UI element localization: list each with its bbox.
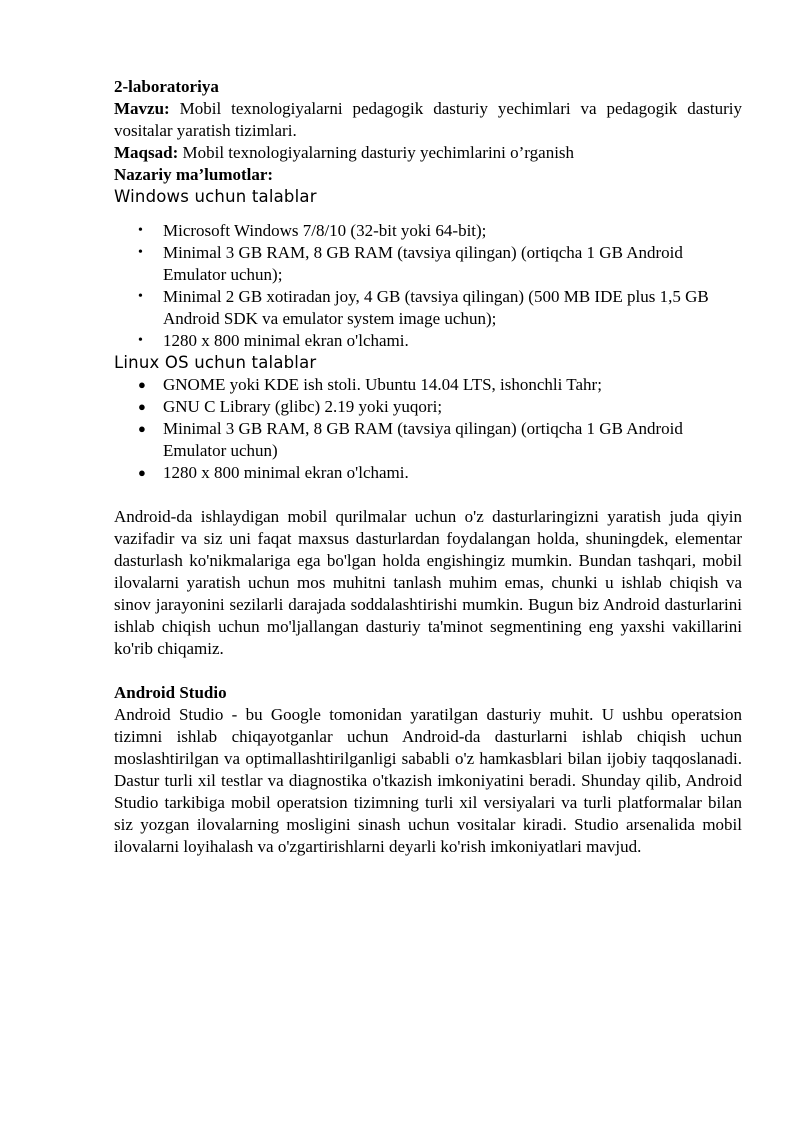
linux-requirements-list <box>114 374 742 484</box>
bullet-icon: ● <box>138 377 146 392</box>
theory-heading: Nazariy ma’lumotlar: <box>114 165 274 184</box>
lab-title: 2-laboratoriya <box>114 77 219 96</box>
topic-text: Mobil texnologiyalarni pedagogik dasturiy yechimlari va pedagogik dasturiy vositalar yaratish tizimlari. <box>114 99 742 140</box>
bullet-icon: ● <box>138 465 146 480</box>
bullet-icon: ● <box>138 421 146 436</box>
bullet-icon: • <box>138 223 143 238</box>
list-item: ● GNOME yoki KDE ish stoli. Ubuntu 14.04 LTS, ishonchli Tahr; <box>138 375 602 394</box>
intro-paragraph: Android-da ishlaydigan mobil qurilmalar uchun o'z dasturlaringizni yaratish juda qiyin vazifadir va siz uni faqat maxsus dasturlardan foydalangan holda, shuningdek, elementar dasturlash ko'nikmalariga ega bo'lgan holda engishingiz mumkin. Bundan tashqari, mobil ilovalarni yaratish uchun mos muhitni tanlash muhim emas, chunki u ishlab chiqish va sinov jarayonini sezilarli darajada soddalashtirishi mumkin. Bugun biz Android dasturlarini ishlab chiqish uchun mo'ljallangan dasturiy ta'minot segmentining eng yaxshi vakillarini ko'rib chiqamiz. <box>114 507 742 658</box>
windows-requirements-list <box>114 220 742 352</box>
topic-label: Mavzu: <box>114 99 170 118</box>
goal-label: Maqsad: <box>114 143 179 162</box>
bullet-icon: • <box>138 245 143 260</box>
goal-text: Mobil texnologiyalarning dasturiy yechimlarini o’rganish <box>178 143 575 162</box>
list-item: ● 1280 x 800 minimal ekran o'lchami. <box>138 463 409 482</box>
windows-requirements-heading: Windows uchun talablar <box>114 187 317 206</box>
topic-line <box>114 98 742 142</box>
document-page <box>114 76 742 858</box>
bullet-icon: • <box>138 333 143 348</box>
list-item: ● GNU C Library (glibc) 2.19 yoki yuqori; <box>138 397 443 416</box>
linux-requirements-heading: Linux OS uchun talablar <box>114 353 317 372</box>
list-item: • Minimal 3 GB RAM, 8 GB RAM (tavsiya qilingan) (ortiqcha 1 GB Android Emulator uchun); <box>138 243 683 284</box>
list-item: • Minimal 2 GB xotiradan joy, 4 GB (tavsiya qilingan) (500 MB IDE plus 1,5 GB Android SDK va emulator system image uchun); <box>138 287 709 328</box>
android-studio-heading: Android Studio <box>114 683 227 702</box>
goal-line <box>114 142 742 164</box>
list-item: • 1280 x 800 minimal ekran o'lchami. <box>138 331 409 350</box>
bullet-icon: • <box>138 289 143 304</box>
list-item: ● Minimal 3 GB RAM, 8 GB RAM (tavsiya qilingan) (ortiqcha 1 GB Android Emulator uchun) <box>138 419 683 460</box>
list-item: • Microsoft Windows 7/8/10 (32-bit yoki 64-bit); <box>138 221 487 240</box>
android-studio-paragraph: Android Studio - bu Google tomonidan yaratilgan dasturiy muhit. U ushbu operatsion tizimni ishlab chiqayotganlar uchun Android-da dasturlarni ishlab chiqish uchun moslashtirilgan va optimallashtirilganligi sababli o'z hamkasblari bilan ijobiy taqqoslanadi. Dastur turli xil testlar va diagnostika o'tkazish imkoniyatini beradi. Shunday qilib, Android Studio tarkibiga mobil operatsion tizimning turli xil versiyalari va turli platformalar bilan siz yozgan ilovalarning mosligini sinash uchun vositalar kiradi. Studio arsenalida mobil ilovalarni loyihalash va o'zgartirishlarni deyarli ko'rish imkoniyatlari mavjud. <box>114 705 742 856</box>
bullet-icon: ● <box>138 399 146 414</box>
